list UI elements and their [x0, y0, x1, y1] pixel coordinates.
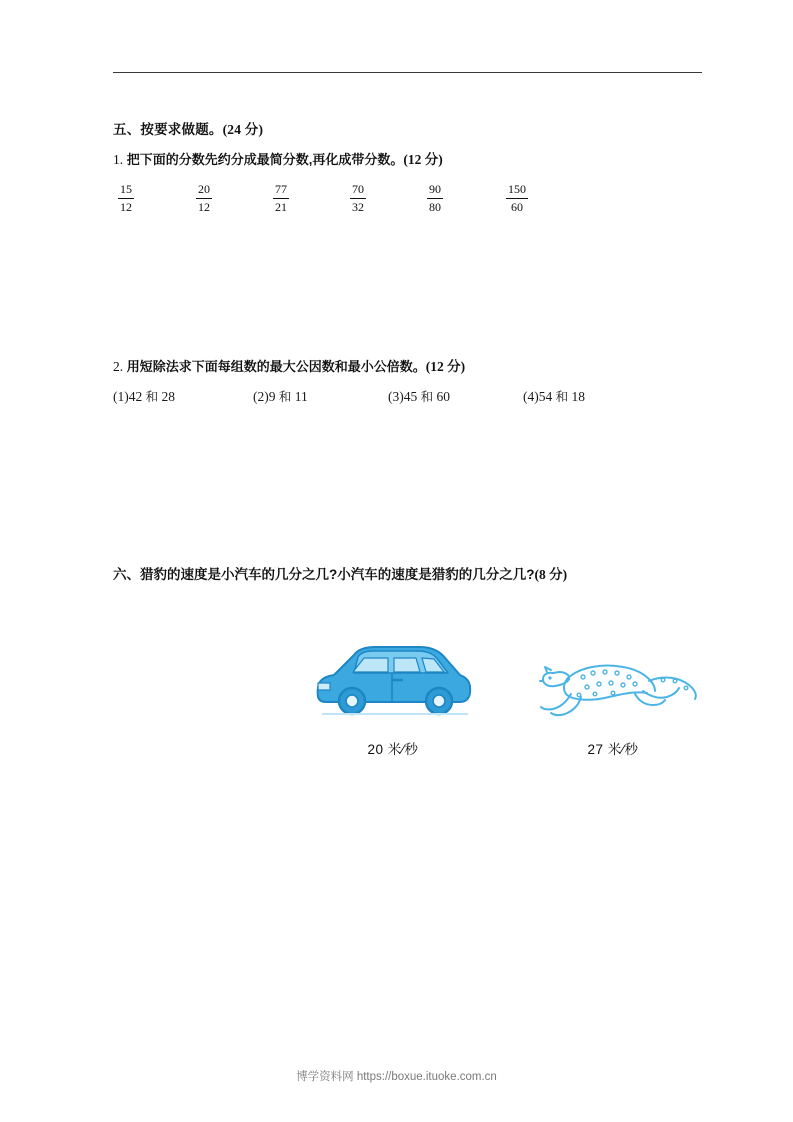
fraction-numerator: 150 — [508, 182, 526, 196]
fraction-numerator: 20 — [198, 182, 210, 196]
section-five-heading-points: (24 分) — [222, 122, 264, 137]
item-a: 54 — [538, 389, 553, 404]
question-1-points: (12 分) — [403, 152, 443, 167]
car-icon — [308, 635, 478, 725]
fraction-list — [113, 182, 713, 226]
car-caption: 20 米∕秒 — [367, 742, 419, 757]
section-six — [113, 563, 733, 583]
car-window-middle — [394, 658, 420, 672]
question-2-line — [113, 355, 713, 375]
item-b: 18 — [571, 389, 586, 404]
question-2-number: 2. — [113, 359, 124, 374]
item-label: (3) — [388, 389, 404, 404]
fraction-denominator: 32 — [352, 200, 364, 214]
question-2-text: 用短除法求下面每组数的最大公因数和最小公倍数。 — [126, 359, 426, 374]
fraction-item — [350, 182, 366, 215]
car-headlight — [318, 683, 330, 690]
fraction-item — [273, 182, 289, 215]
fraction-numerator: 70 — [352, 182, 364, 196]
fraction-bar — [273, 198, 289, 199]
question-2-item — [253, 387, 308, 405]
section-six-heading — [113, 563, 733, 583]
section-five-heading — [113, 118, 713, 138]
cheetah-back — [567, 666, 655, 692]
fraction-denominator: 60 — [511, 200, 523, 214]
header-rule — [113, 72, 702, 73]
item-a: 45 — [403, 389, 418, 404]
question-2-block — [113, 355, 713, 409]
fraction-item — [196, 182, 212, 215]
section-five-heading-text: 五、按要求做题。 — [113, 122, 223, 137]
cheetah-ear — [545, 667, 551, 672]
fraction-denominator: 80 — [429, 200, 441, 214]
car-wheel-front-hub — [346, 695, 358, 707]
figure-car — [303, 635, 483, 758]
footer-watermark: 博学资料网 https://boxue.ituoke.com.cn — [296, 1071, 497, 1083]
question-1-line — [113, 148, 713, 168]
question-2-item — [113, 387, 175, 405]
fraction-bar — [350, 198, 366, 199]
fraction-numerator: 15 — [120, 182, 132, 196]
section-six-heading-points: (8 分) — [534, 567, 568, 582]
fraction-bar — [506, 198, 528, 199]
fraction-item — [427, 182, 443, 215]
fraction-numerator: 90 — [429, 182, 441, 196]
item-conj: 和 — [555, 390, 569, 404]
item-a: 9 — [268, 389, 276, 404]
cheetah-front-leg-1 — [541, 694, 571, 709]
item-b: 60 — [436, 389, 451, 404]
question-2-item — [388, 387, 450, 405]
cheetah-eye — [548, 676, 551, 679]
fraction-item — [118, 182, 134, 215]
fraction-denominator: 12 — [198, 200, 210, 214]
fraction-bar — [118, 198, 134, 199]
cheetah-icon — [523, 639, 703, 725]
figure-cheetah — [518, 639, 708, 758]
fraction-denominator: 12 — [120, 200, 132, 214]
item-b: 28 — [161, 389, 176, 404]
item-label: (4) — [523, 389, 539, 404]
cheetah-caption: 27 米∕秒 — [587, 742, 639, 757]
item-a: 42 — [128, 389, 143, 404]
item-conj: 和 — [420, 390, 434, 404]
item-conj: 和 — [145, 390, 159, 404]
question-1-text: 把下面的分数先约分成最简分数,再化成带分数。 — [126, 152, 404, 167]
figure-group — [113, 625, 713, 785]
fraction-denominator: 21 — [275, 200, 287, 214]
fraction-numerator: 77 — [275, 182, 287, 196]
item-b: 11 — [294, 389, 308, 404]
question-1-number: 1. — [113, 152, 124, 167]
fraction-item — [506, 182, 528, 215]
item-label: (2) — [253, 389, 269, 404]
fraction-bar — [427, 198, 443, 199]
fraction-bar — [196, 198, 212, 199]
item-conj: 和 — [278, 390, 292, 404]
question-2-items — [113, 387, 713, 409]
question-2-points: (12 分) — [425, 359, 466, 374]
question-2-item — [523, 387, 585, 405]
section-five — [113, 118, 713, 226]
car-wheel-rear-hub — [433, 695, 445, 707]
section-six-heading-text: 六、猎豹的速度是小汽车的几分之几?小汽车的速度是猎豹的几分之几? — [113, 567, 535, 582]
cheetah-hind-leg-2 — [643, 688, 679, 698]
item-label: (1) — [113, 389, 129, 404]
